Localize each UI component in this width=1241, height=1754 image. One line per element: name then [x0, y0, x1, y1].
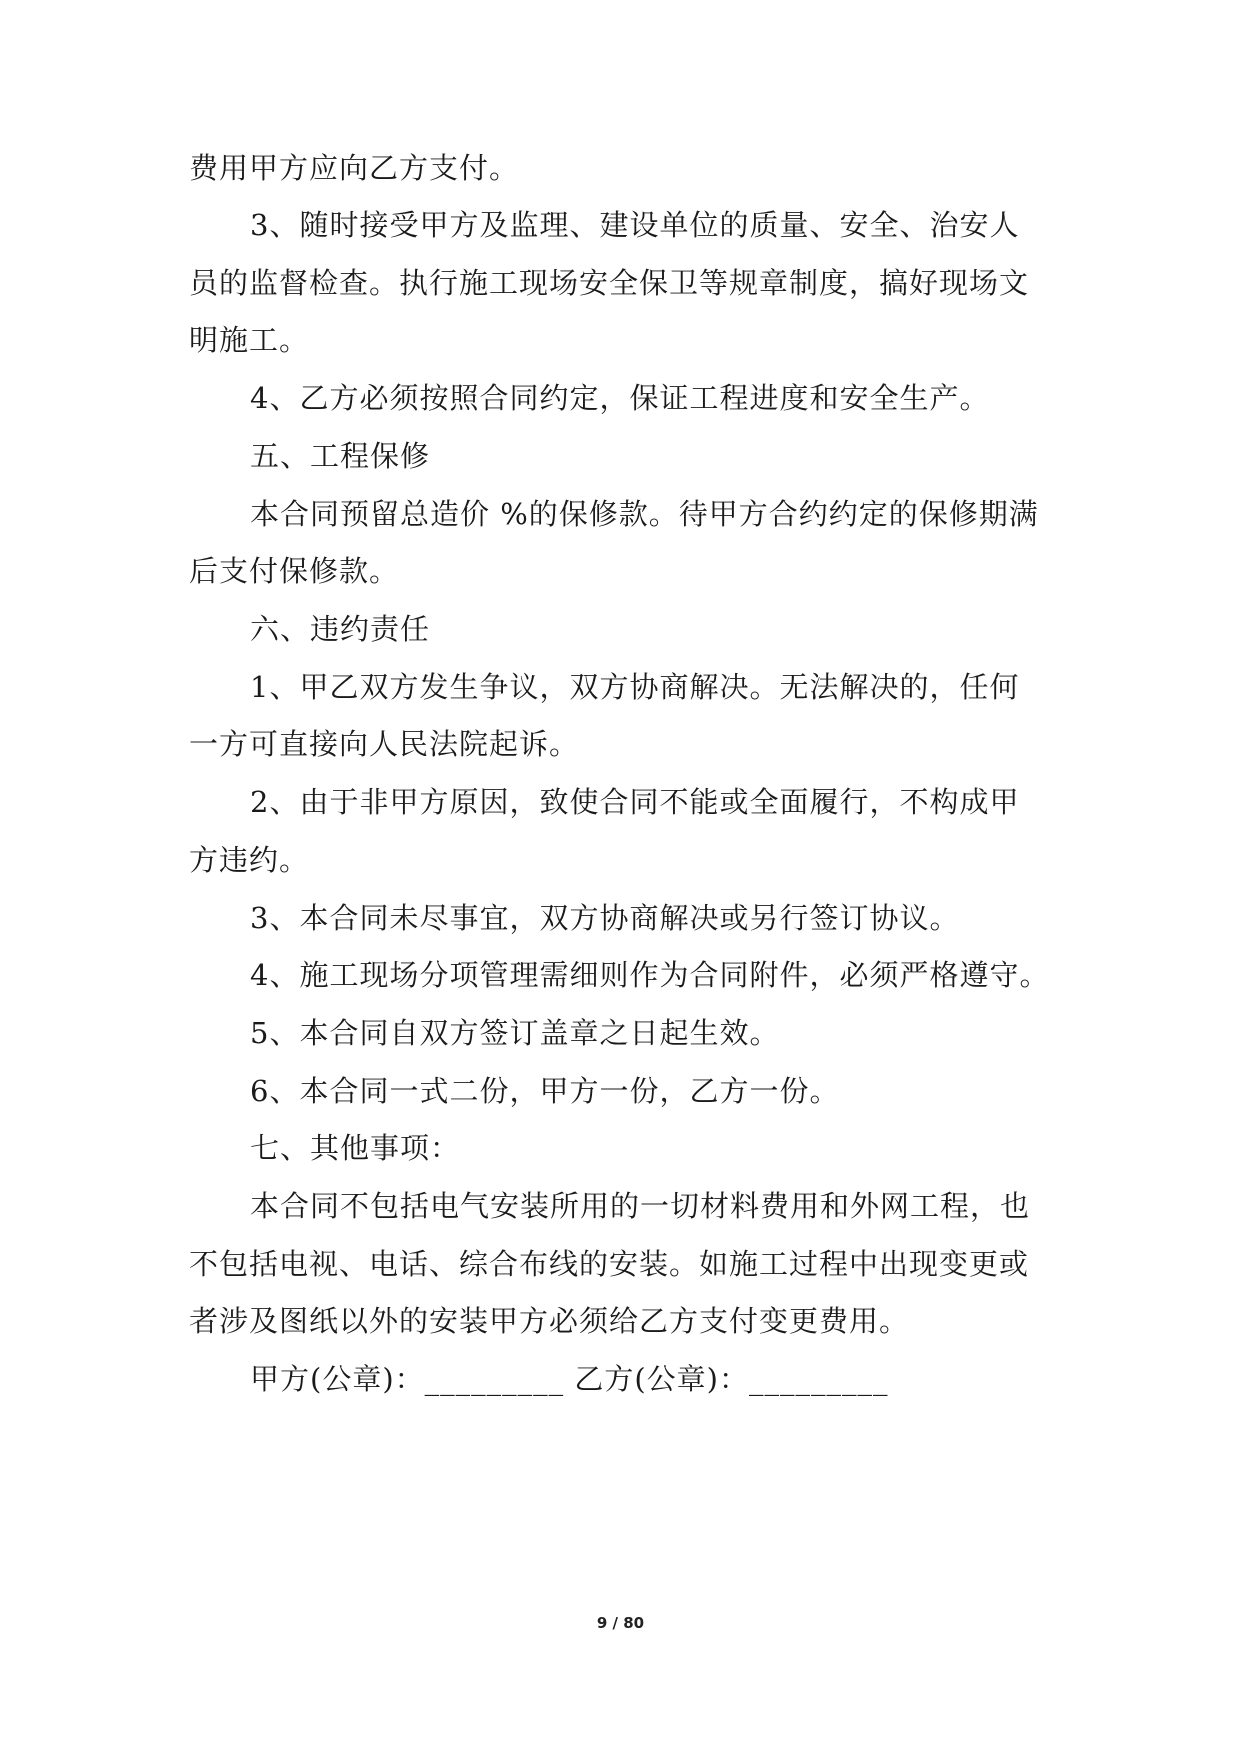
page-number: 9 / 80 — [596, 1614, 645, 1632]
text-line-12: 2、由于非甲方原因，致使合同不能或全面履行，不构成甲 — [250, 785, 1020, 819]
text-line-8: 后支付保修款。 — [189, 554, 400, 588]
text-line-5: 4、乙方必须按照合同约定，保证工程进度和安全生产。 — [250, 381, 990, 415]
section-heading-liability: 六、违约责任 — [250, 612, 431, 646]
text-line-13: 方违约。 — [189, 843, 310, 877]
text-line-20: 不包括电视、电话、综合布线的安装。如施工过程中出现变更或 — [189, 1247, 1030, 1281]
text-line-11: 一方可直接向人民法院起诉。 — [189, 727, 580, 761]
text-line-19: 本合同不包括电气安装所用的一切材料费用和外网工程，也 — [250, 1189, 1031, 1223]
signature-line: 甲方(公章)：_________ 乙方(公章)：_________ — [250, 1362, 889, 1396]
text-line-2: 3、随时接受甲方及监理、建设单位的质量、安全、治安人 — [250, 208, 1020, 242]
text-line-10: 1、甲乙双方发生争议，双方协商解决。无法解决的，任何 — [250, 670, 1020, 704]
text-line-3: 员的监督检查。执行施工现场安全保卫等规章制度，搞好现场文 — [189, 266, 1030, 300]
text-line-16: 5、本合同自双方签订盖章之日起生效。 — [250, 1016, 780, 1050]
text-line-17: 6、本合同一式二份，甲方一份，乙方一份。 — [250, 1074, 840, 1108]
text-line-21: 者涉及图纸以外的安装甲方必须给乙方支付变更费用。 — [189, 1304, 910, 1338]
text-line-1: 费用甲方应向乙方支付。 — [189, 151, 520, 185]
text-line-15: 4、施工现场分项管理需细则作为合同附件，必须严格遵守。 — [250, 958, 1050, 992]
text-line-7: 本合同预留总造价 %的保修款。待甲方合约约定的保修期满 — [250, 497, 1039, 531]
text-line-4: 明施工。 — [189, 323, 310, 357]
section-heading-warranty: 五、工程保修 — [250, 439, 431, 473]
text-line-14: 3、本合同未尽事宜，双方协商解决或另行签订协议。 — [250, 901, 960, 935]
section-heading-other: 七、其他事项： — [250, 1131, 461, 1165]
